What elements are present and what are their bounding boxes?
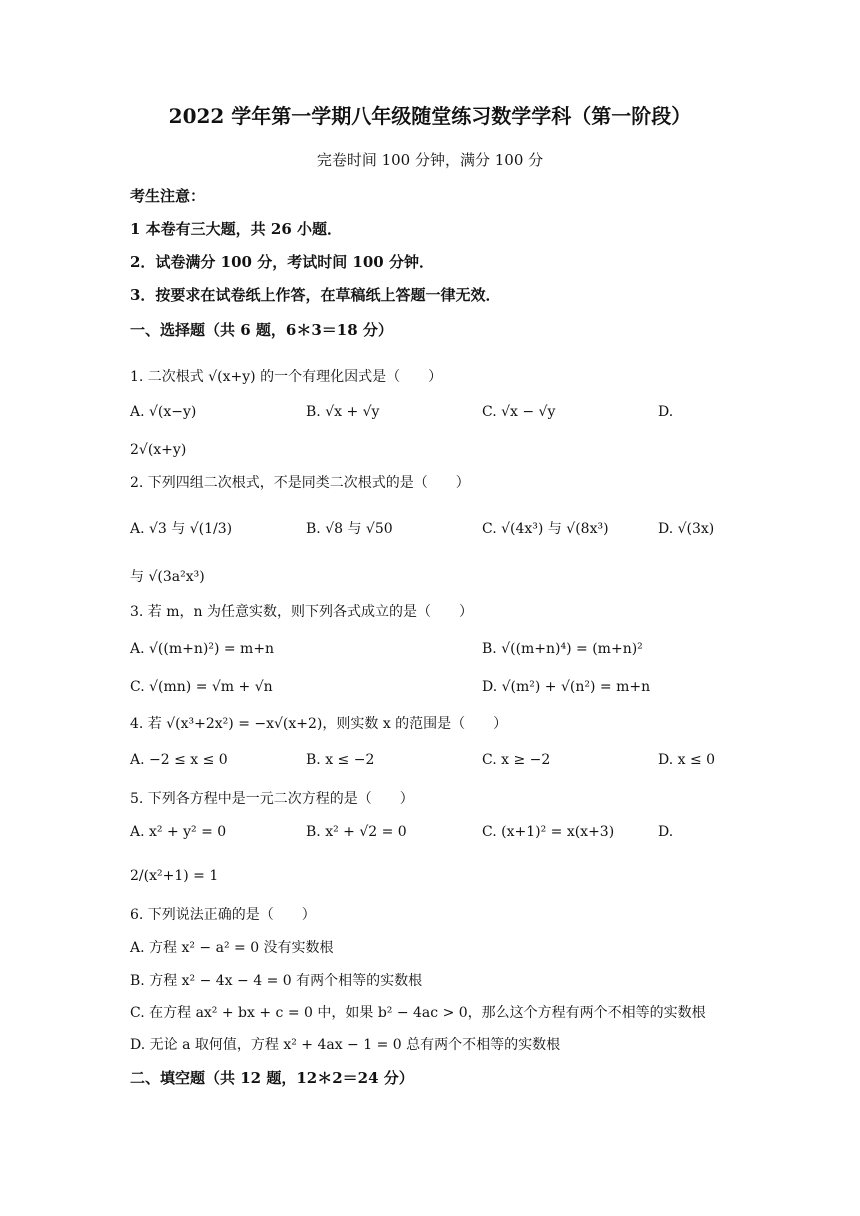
option-b: B. √((m+n)⁴) = (m+n)² — [482, 641, 643, 657]
option-c: C. √x − √y — [482, 404, 556, 420]
option-d: D. — [658, 824, 674, 840]
note-item: 2．试卷满分 100 分，考试时间 100 分钟． — [130, 253, 434, 271]
page-subtitle: 完卷时间 100 分钟，满分 100 分 — [316, 151, 544, 169]
option-a: A. √3 与 √(1/3) — [130, 521, 233, 537]
option-c: C. √(mn) = √m + √n — [130, 679, 273, 695]
section-heading-fill: 二、填空题（共 12 题，12＊2＝24 分） — [130, 1069, 414, 1087]
option-d: D. x ≤ 0 — [658, 752, 716, 768]
option-b: B. x² + √2 = 0 — [306, 824, 407, 840]
option-d: D. √(3x) — [658, 521, 715, 537]
option-b: B. 方程 x² − 4x − 4 = 0 有两个相等的实数根 — [130, 973, 423, 989]
question-stem: 5. 下列各方程中是一元二次方程的是（ ） — [130, 791, 414, 807]
option-d-continued: 2/(x²+1) = 1 — [130, 868, 219, 884]
question-stem: 3. 若 m，n 为任意实数，则下列各式成立的是（ ） — [130, 604, 473, 620]
option-d-continued: 与 √(3a²x³) — [130, 569, 205, 585]
option-c: C. 在方程 ax² + bx + c = 0 中，如果 b² − 4ac > 0，那么这个方程有两个不相等的实数根 — [130, 1005, 706, 1021]
option-d: D. 无论 a 取何值，方程 x² + 4ax − 1 = 0 总有两个不相等的实数根 — [130, 1037, 561, 1053]
note-item: 1 本卷有三大题，共 26 小题． — [130, 220, 342, 238]
option-a: A. 方程 x² − a² = 0 没有实数根 — [130, 940, 334, 956]
option-d: D. — [658, 404, 674, 420]
option-c: C. √(4x³) 与 √(8x³) — [482, 521, 609, 537]
section-heading-choice: 一、选择题（共 6 题，6＊3＝18 分） — [130, 321, 393, 339]
option-b: B. x ≤ −2 — [306, 752, 375, 768]
option-a: A. x² + y² = 0 — [130, 824, 227, 840]
option-a: A. −2 ≤ x ≤ 0 — [130, 752, 228, 768]
question-stem: 1. 二次根式 √(x+y) 的一个有理化因式是（ ） — [130, 369, 443, 385]
option-d: D. √(m²) + √(n²) = m+n — [482, 679, 651, 695]
page-title: 2022 学年第一学期八年级随堂练习数学学科（第一阶段） — [168, 104, 692, 128]
option-a: A. √((m+n)²) = m+n — [130, 641, 275, 657]
option-c: C. (x+1)² = x(x+3) — [482, 824, 615, 840]
question-stem: 2. 下列四组二次根式，不是同类二次根式的是（ ） — [130, 475, 470, 491]
option-d-continued: 2√(x+y) — [130, 442, 187, 458]
option-b: B. √x + √y — [306, 404, 380, 420]
option-c: C. x ≥ −2 — [482, 752, 551, 768]
question-stem: 4. 若 √(x³+2x²) = −x√(x+2)，则实数 x 的范围是（ ） — [130, 716, 508, 732]
option-a: A. √(x−y) — [130, 404, 197, 420]
note-item: 3．按要求在试卷纸上作答，在草稿纸上答题一律无效． — [130, 286, 501, 304]
question-stem: 6. 下列说法正确的是（ ） — [130, 907, 316, 923]
option-b: B. √8 与 √50 — [306, 521, 393, 537]
notes-heading: 考生注意： — [130, 187, 206, 205]
